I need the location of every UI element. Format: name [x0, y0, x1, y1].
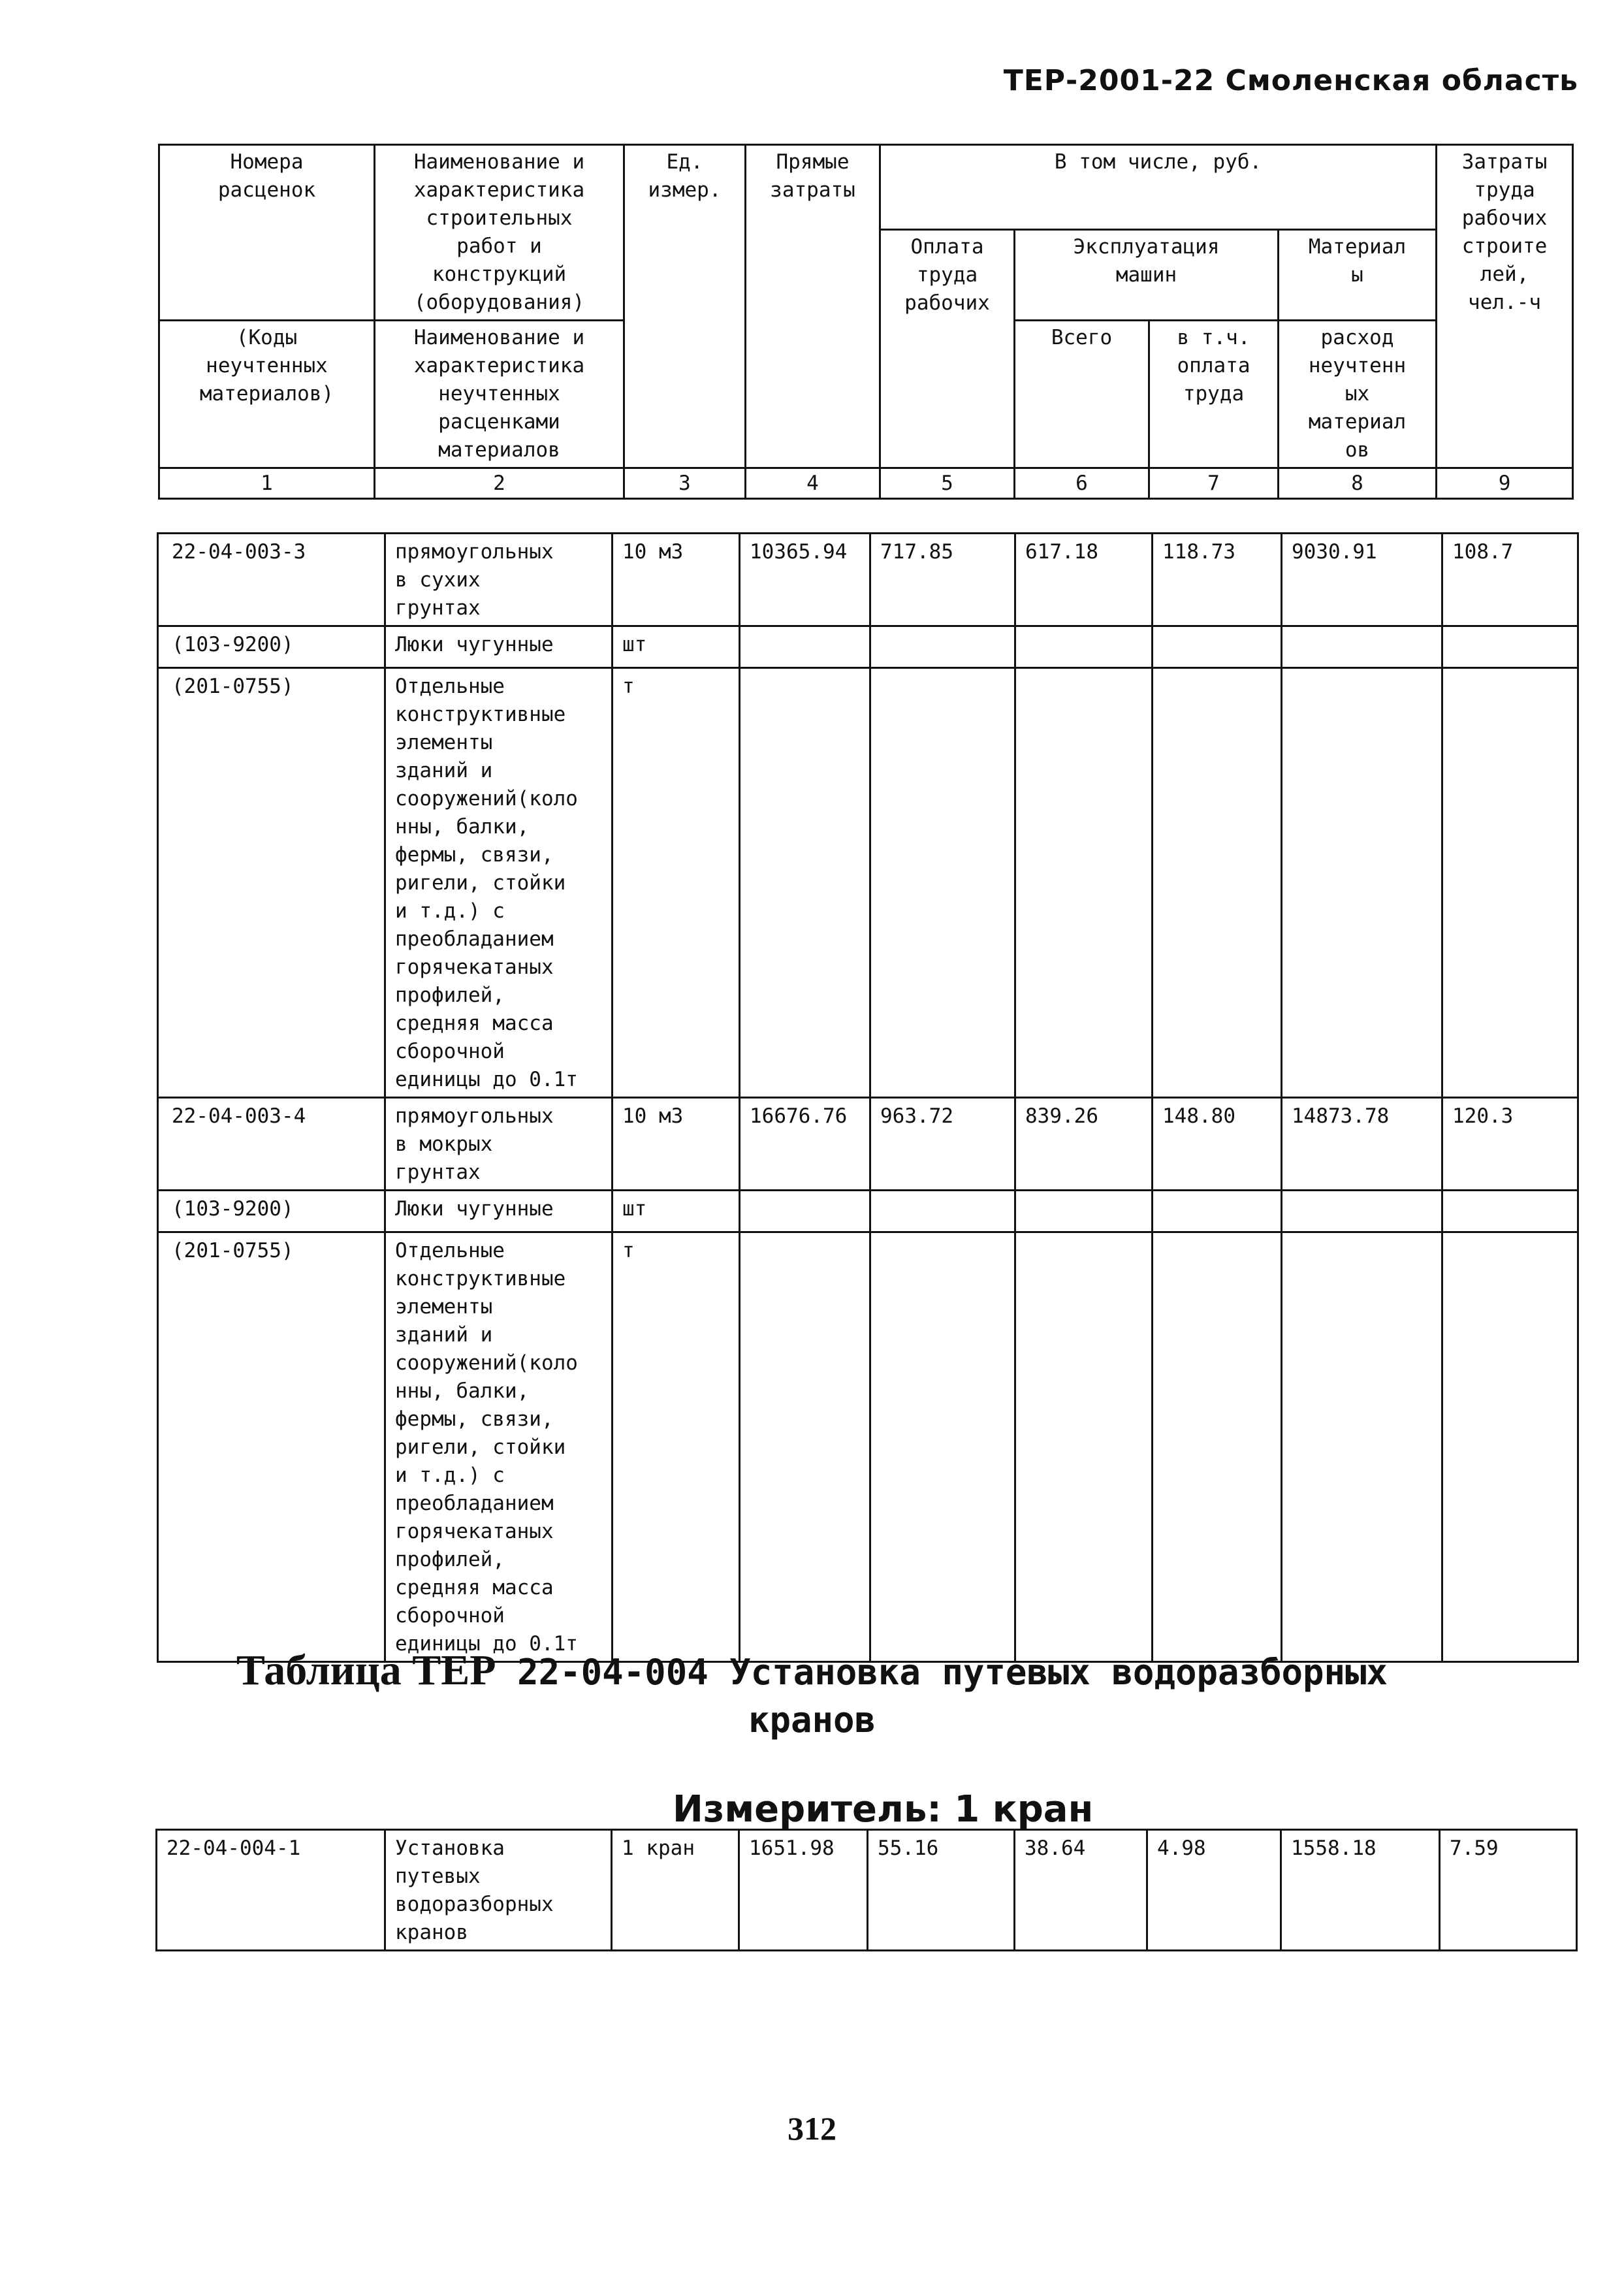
- labor-costs: [1442, 1191, 1578, 1232]
- header-codes: Номера расценок: [159, 145, 375, 321]
- table-row: [158, 1098, 1578, 1191]
- materials: [1282, 626, 1442, 668]
- unit: шт: [613, 626, 740, 668]
- machines-total: [1015, 668, 1153, 1098]
- header-machines-wage: в т.ч. оплата труда: [1149, 321, 1279, 468]
- machines-wage: [1153, 1191, 1282, 1232]
- column-number: 4: [746, 468, 880, 499]
- unit: 10 м3: [613, 534, 740, 626]
- wage: [870, 668, 1015, 1098]
- header-uncounted-codes: (Коды неучтенных материалов): [159, 321, 375, 468]
- table-row: [158, 626, 1578, 668]
- section-title-prefix: Таблица ТЕР: [236, 1646, 496, 1694]
- work-name: прямоугольных в мокрых грунтах: [385, 1098, 613, 1191]
- direct-costs: 16676.76: [740, 1098, 870, 1191]
- section-title-line2: кранов: [748, 1699, 876, 1740]
- header-labor-costs: Затраты труда рабочих строите лей, чел.-ч: [1437, 145, 1573, 468]
- machines-total: [1015, 1191, 1153, 1232]
- rates-table: [157, 532, 1579, 1663]
- machines-wage: [1153, 626, 1282, 668]
- unit: шт: [613, 1191, 740, 1232]
- header-machines: Эксплуатация машин: [1015, 230, 1279, 321]
- crane-rates-table: [155, 1829, 1578, 1951]
- wage: 963.72: [870, 1098, 1015, 1191]
- material-name: Отдельные конструктивные элементы зданий и сооружений(коло нны, балки, фермы, связи, ригели, стойки и т.д.) с преобладанием горячекатаных профилей, средняя масса сборочной единицы до 0.1т: [385, 668, 613, 1098]
- direct-costs: [740, 1191, 870, 1232]
- materials: 14873.78: [1282, 1098, 1442, 1191]
- labor-costs: [1442, 668, 1578, 1098]
- column-number: 8: [1279, 468, 1437, 499]
- rate-code: 22-04-003-3: [158, 534, 385, 626]
- work-name: прямоугольных в сухих грунтах: [385, 534, 613, 626]
- header-including: В том числе, руб.: [880, 145, 1437, 230]
- header-direct-costs: Прямые затраты: [746, 145, 880, 468]
- section-title-text: 22-04-004 Установка путевых водоразборных: [496, 1652, 1388, 1693]
- rate-code: 22-04-003-4: [158, 1098, 385, 1191]
- table-row: [158, 668, 1578, 1098]
- material-code: (103-9200): [158, 626, 385, 668]
- machines-wage: 118.73: [1153, 534, 1282, 626]
- header-uncounted-name: Наименование и характеристика неучтенных расценками материалов: [375, 321, 624, 468]
- machines-wage: 148.80: [1153, 1098, 1282, 1191]
- header-unit: Ед. измер.: [624, 145, 746, 468]
- machines-total: [1015, 626, 1153, 668]
- materials: [1282, 668, 1442, 1098]
- table-row: [158, 534, 1578, 626]
- wage: [870, 1191, 1015, 1232]
- material-code: (201-0755): [158, 668, 385, 1098]
- direct-costs: [740, 1232, 870, 1662]
- direct-costs: 10365.94: [740, 534, 870, 626]
- unit: 10 м3: [613, 1098, 740, 1191]
- wage: 55.16: [868, 1830, 1015, 1951]
- unit: 1 кран: [612, 1830, 739, 1951]
- direct-costs: 1651.98: [739, 1830, 868, 1951]
- work-name: Установка путевых водоразборных кранов: [385, 1830, 612, 1951]
- table-row: [157, 1830, 1577, 1951]
- column-number: 2: [375, 468, 624, 499]
- machines-wage: [1153, 668, 1282, 1098]
- header-uncounted-consumption: расход неучтенн ых материал ов: [1279, 321, 1437, 468]
- material-name: Люки чугунные: [385, 1191, 613, 1232]
- measurement-unit: Измеритель: 1 кран: [673, 1788, 1094, 1831]
- materials: 9030.91: [1282, 534, 1442, 626]
- material-code: (201-0755): [158, 1232, 385, 1662]
- table-row: [158, 1232, 1578, 1662]
- column-number: 5: [880, 468, 1015, 499]
- column-number: 9: [1437, 468, 1573, 499]
- column-header-table: [158, 144, 1574, 500]
- machines-total: 38.64: [1015, 1830, 1147, 1951]
- direct-costs: [740, 626, 870, 668]
- unit: т: [613, 1232, 740, 1662]
- column-number: 6: [1015, 468, 1149, 499]
- material-name: Отдельные конструктивные элементы зданий и сооружений(коло нны, балки, фермы, связи, ригели, стойки и т.д.) с преобладанием горячекатаных профилей, средняя масса сборочной единицы до 0.1т: [385, 1232, 613, 1662]
- labor-costs: [1442, 626, 1578, 668]
- machines-total: 617.18: [1015, 534, 1153, 626]
- table-row: [158, 1191, 1578, 1232]
- header-name: Наименование и характеристика строительных работ и конструкций (оборудования): [375, 145, 624, 321]
- rate-code: 22-04-004-1: [157, 1830, 385, 1951]
- materials: 1558.18: [1281, 1830, 1440, 1951]
- machines-total: [1015, 1232, 1153, 1662]
- wage: [870, 626, 1015, 668]
- labor-costs: 108.7: [1442, 534, 1578, 626]
- materials: [1282, 1232, 1442, 1662]
- unit: т: [613, 668, 740, 1098]
- page-number: 312: [788, 2110, 836, 2147]
- machines-wage: [1153, 1232, 1282, 1662]
- materials: [1282, 1191, 1442, 1232]
- labor-costs: [1442, 1232, 1578, 1662]
- section-title: [0, 1646, 1624, 1740]
- header-machines-total: Всего: [1015, 321, 1149, 468]
- running-header: ТЕР-2001-22 Смоленская область: [1003, 64, 1578, 97]
- machines-total: 839.26: [1015, 1098, 1153, 1191]
- labor-costs: 7.59: [1440, 1830, 1577, 1951]
- header-materials: Материал ы: [1279, 230, 1437, 321]
- labor-costs: 120.3: [1442, 1098, 1578, 1191]
- material-name: Люки чугунные: [385, 626, 613, 668]
- direct-costs: [740, 668, 870, 1098]
- column-number: 1: [159, 468, 375, 499]
- column-number: 3: [624, 468, 746, 499]
- machines-wage: 4.98: [1147, 1830, 1281, 1951]
- material-code: (103-9200): [158, 1191, 385, 1232]
- wage: [870, 1232, 1015, 1662]
- column-number: 7: [1149, 468, 1279, 499]
- wage: 717.85: [870, 534, 1015, 626]
- header-wage: Оплата труда рабочих: [880, 230, 1015, 468]
